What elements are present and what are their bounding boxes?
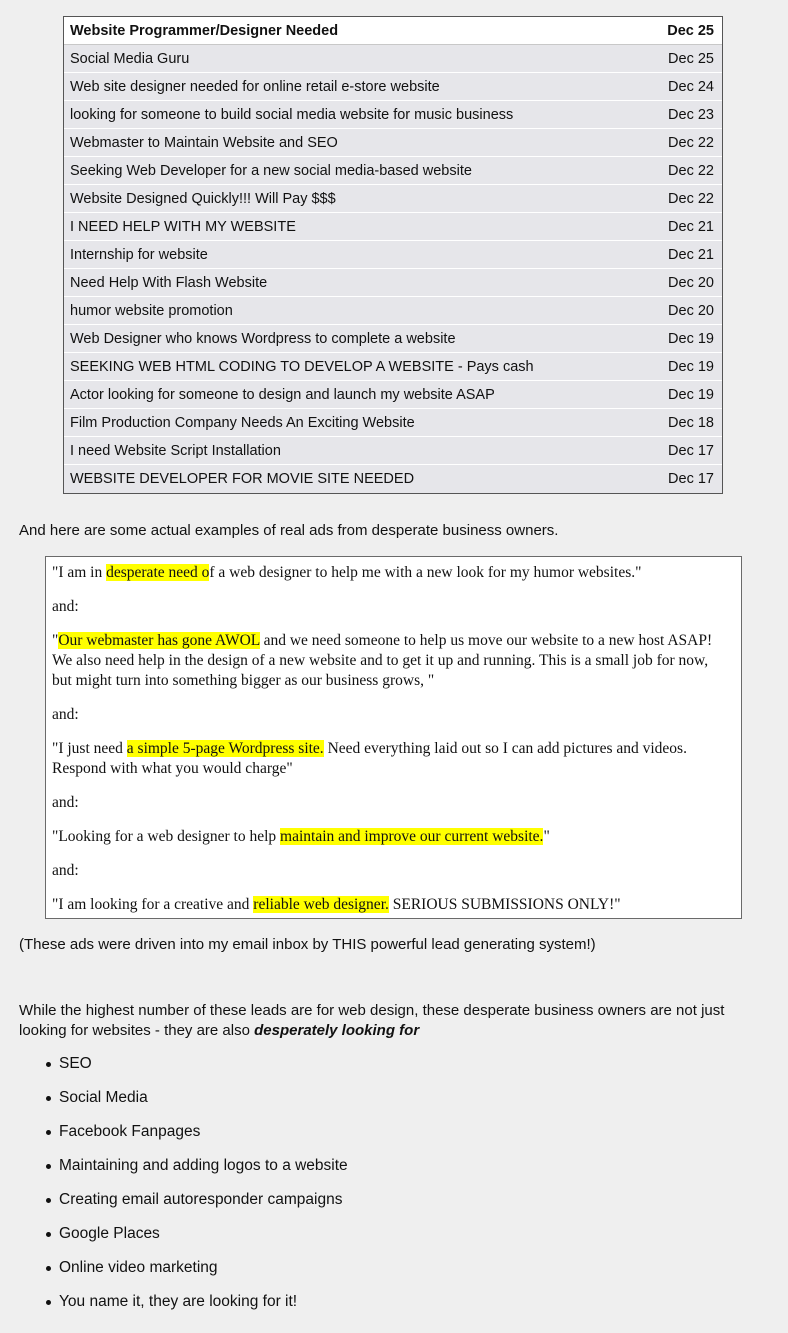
highlight: desperate need o xyxy=(106,564,210,581)
lead-title: I need Website Script Installation xyxy=(70,442,281,459)
list-item: You name it, they are looking for it! xyxy=(59,1292,348,1326)
lead-date: Dec 20 xyxy=(668,302,714,319)
lead-title: Website Designed Quickly!!! Will Pay $$$ xyxy=(70,190,336,207)
table-row xyxy=(64,325,722,353)
table-row xyxy=(64,45,722,73)
connector-text: and: xyxy=(52,706,79,723)
lead-date: Dec 25 xyxy=(668,50,714,67)
lead-title: Web site designer needed for online retail e-store website xyxy=(70,78,440,95)
table-row xyxy=(64,185,722,213)
lead-title: Film Production Company Needs An Exciting Website xyxy=(70,414,415,431)
lead-title: I NEED HELP WITH MY WEBSITE xyxy=(70,218,296,235)
lead-title: humor website promotion xyxy=(70,302,233,319)
table-row xyxy=(64,297,722,325)
table-row xyxy=(64,241,722,269)
lead-title: WEBSITE DEVELOPER FOR MOVIE SITE NEEDED xyxy=(70,471,415,487)
table-row xyxy=(64,437,722,465)
lead-date: Dec 18 xyxy=(668,414,714,431)
table-row xyxy=(64,269,722,297)
ad-example-5: "I am looking for a creative and reliable web designer. SERIOUS SUBMISSIONS ONLY!" xyxy=(52,896,621,913)
lead-title: SEEKING WEB HTML CODING TO DEVELOP A WEBSITE - Pays cash xyxy=(70,358,534,375)
body-paragraph: While the highest number of these leads are for web design, these desperate business owners are not just looking for websites - they are also desperately looking for xyxy=(19,1002,725,1039)
highlight: a simple 5-page Wordpress site. xyxy=(126,740,324,757)
list-item: Maintaining and adding logos to a website xyxy=(59,1156,348,1190)
lead-title: Seeking Web Developer for a new social media-based website xyxy=(70,162,472,179)
highlight: reliable web designer. xyxy=(253,896,389,913)
intro-text: And here are some actual examples of real ads from desperate business owners. xyxy=(19,522,559,539)
lead-date: Dec 23 xyxy=(668,106,714,123)
lead-date: Dec 20 xyxy=(668,274,714,291)
lead-title: looking for someone to build social media website for music business xyxy=(70,106,514,123)
lead-date: Dec 19 xyxy=(668,330,714,347)
ad-example-2: "Our webmaster has gone AWOL and we need someone to help us move our website to a new host ASAP! We also need help in the design of a new website and to get it up and running. This is a small job for now, but might turn into something bigger as our business grows, " xyxy=(52,632,713,689)
lead-date: Dec 17 xyxy=(668,471,714,487)
connector-text: and: xyxy=(52,598,79,615)
lead-title: Need Help With Flash Website xyxy=(70,274,268,291)
table-row xyxy=(64,129,722,157)
lead-date: Dec 21 xyxy=(668,218,714,235)
list-item: Creating email autoresponder campaigns xyxy=(59,1190,348,1224)
lead-date: Dec 22 xyxy=(668,134,714,151)
table-row xyxy=(64,17,722,45)
lead-title: Internship for website xyxy=(70,246,208,263)
table-row xyxy=(64,101,722,129)
lead-title: Website Programmer/Designer Needed xyxy=(70,22,339,39)
table-row xyxy=(64,409,722,437)
table-row xyxy=(64,73,722,101)
table-row xyxy=(64,157,722,185)
ad-example-1: "I am in desperate need of a web designer to help me with a new look for my humor websites." xyxy=(52,564,642,581)
ad-example-3: "I just need a simple 5-page Wordpress site. Need everything laid out so I can add pictures and videos. Respond with what you would charge" xyxy=(52,740,687,777)
services-list xyxy=(59,1054,348,1326)
list-item: Facebook Fanpages xyxy=(59,1122,348,1156)
connector-text: and: xyxy=(52,862,79,879)
table-row xyxy=(64,465,722,493)
lead-date: Dec 22 xyxy=(668,162,714,179)
emphasis-text: desperately looking for xyxy=(254,1022,420,1039)
table-row xyxy=(64,381,722,409)
leads-table xyxy=(63,16,723,494)
lead-title: Social Media Guru xyxy=(70,50,190,67)
highlight: Our webmaster has gone AWOL xyxy=(58,632,260,649)
list-item: Social Media xyxy=(59,1088,348,1122)
lead-date: Dec 25 xyxy=(667,22,714,39)
ad-examples-box xyxy=(45,556,742,919)
lead-date: Dec 21 xyxy=(668,246,714,263)
lead-date: Dec 24 xyxy=(668,78,714,95)
lead-title: Webmaster to Maintain Website and SEO xyxy=(70,134,338,151)
ad-example-4: "Looking for a web designer to help maintain and improve our current website." xyxy=(52,828,550,845)
lead-date: Dec 19 xyxy=(668,358,714,375)
table-row xyxy=(64,213,722,241)
lead-title: Web Designer who knows Wordpress to complete a website xyxy=(70,330,456,347)
list-item: Google Places xyxy=(59,1224,348,1258)
lead-title: Actor looking for someone to design and launch my website ASAP xyxy=(70,386,495,403)
note-text: (These ads were driven into my email inbox by THIS powerful lead generating system!) xyxy=(19,936,596,953)
lead-date: Dec 17 xyxy=(668,442,714,459)
list-item: Online video marketing xyxy=(59,1258,348,1292)
highlight: maintain and improve our current website. xyxy=(280,828,544,845)
lead-date: Dec 22 xyxy=(668,190,714,207)
table-row xyxy=(64,353,722,381)
list-item: SEO xyxy=(59,1054,348,1088)
lead-date: Dec 19 xyxy=(668,386,714,403)
connector-text: and: xyxy=(52,794,79,811)
